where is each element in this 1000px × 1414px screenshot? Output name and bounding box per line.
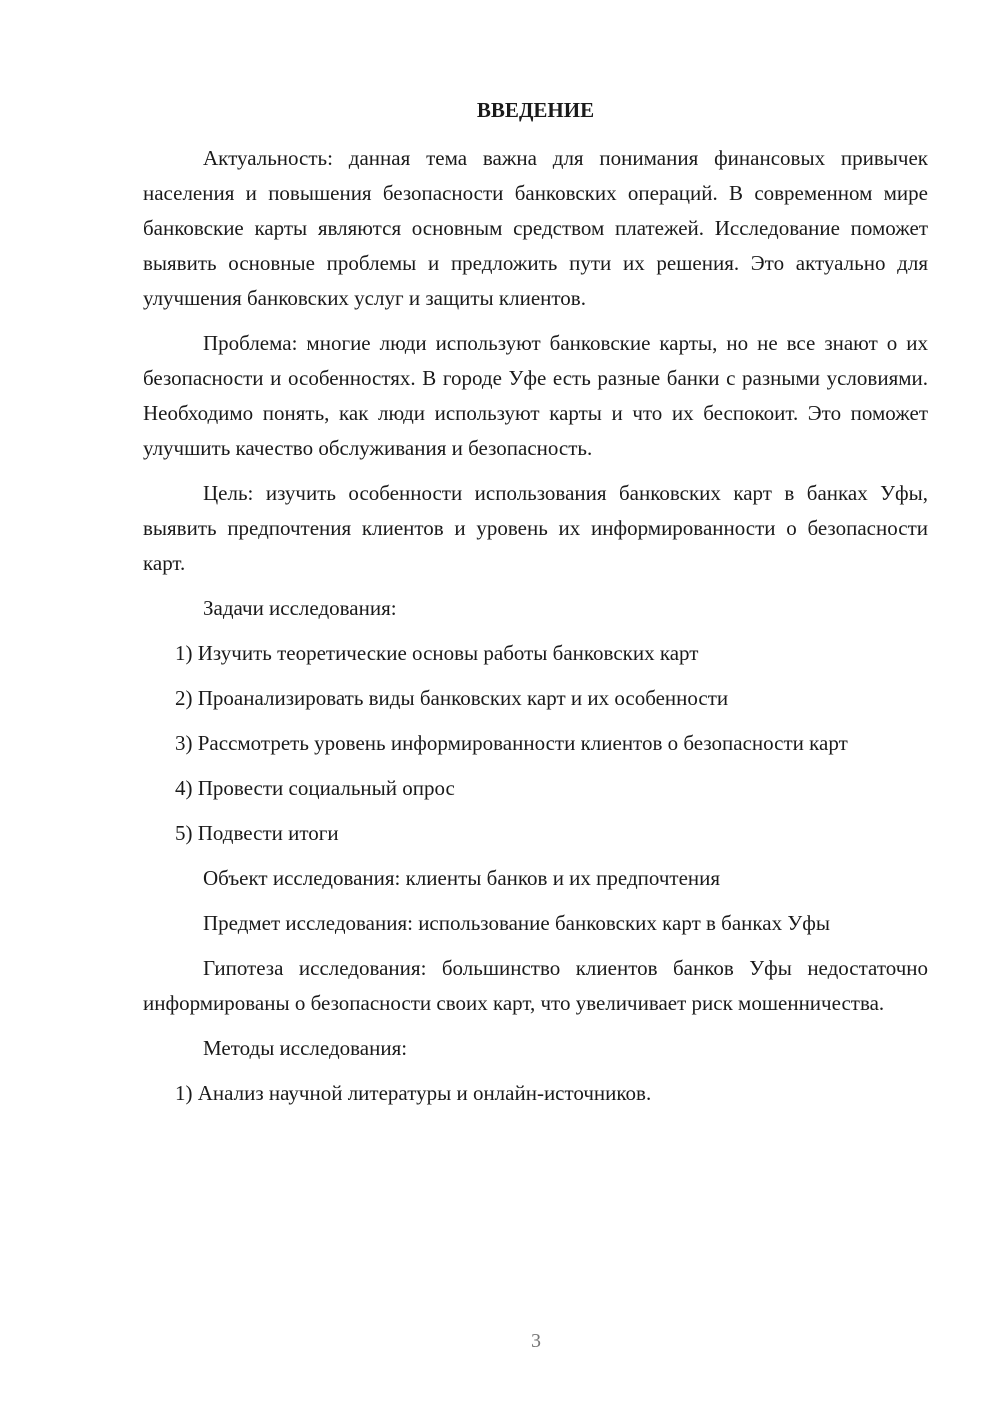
hypothesis-paragraph: Гипотеза исследования: большинство клиентов банков Уфы недостаточно информированы о безопасности своих карт, что увеличивает риск мошенничества. [143,956,928,1015]
task-item: 2) Проанализировать виды банковских карт и их особенности [175,686,729,710]
subject-paragraph: Предмет исследования: использование банковских карт в банках Уфы [203,911,830,935]
task-item: 5) Подвести итоги [175,821,339,845]
tasks-heading: Задачи исследования: [203,596,397,620]
goal-paragraph: Цель: изучить особенности использования банковских карт в банках Уфы, выявить предпочтения клиентов и уровень их информированности о безопасности карт. [143,481,928,575]
page-number: 3 [531,1330,541,1352]
document-page [143,93,928,1121]
object-paragraph: Объект исследования: клиенты банков и их предпочтения [203,866,721,890]
section-title: ВВЕДЕНИЕ [476,98,595,122]
task-item: 3) Рассмотреть уровень информированности клиентов о безопасности карт [175,731,848,755]
problem-paragraph: Проблема: многие люди используют банковские карты, но не все знают о их безопасности и особенностях. В городе Уфе есть разные банки с разными условиями. Необходимо понять, как люди используют карты и что их беспокоит. Это поможет улучшить качество обслуживания и безопасность. [143,331,928,460]
task-item: 4) Провести социальный опрос [175,776,455,800]
methods-heading: Методы исследования: [203,1036,408,1060]
method-item: 1) Анализ научной литературы и онлайн-источников. [175,1081,652,1105]
task-item: 1) Изучить теоретические основы работы банковских карт [175,641,699,665]
relevance-paragraph: Актуальность: данная тема важна для понимания финансовых привычек населения и повышения безопасности банковских операций. В современном мире банковские карты являются основным средством платежей. Исследование поможет выявить основные проблемы и предложить пути их решения. Это актуально для улучшения банковских услуг и защиты клиентов. [143,146,928,310]
